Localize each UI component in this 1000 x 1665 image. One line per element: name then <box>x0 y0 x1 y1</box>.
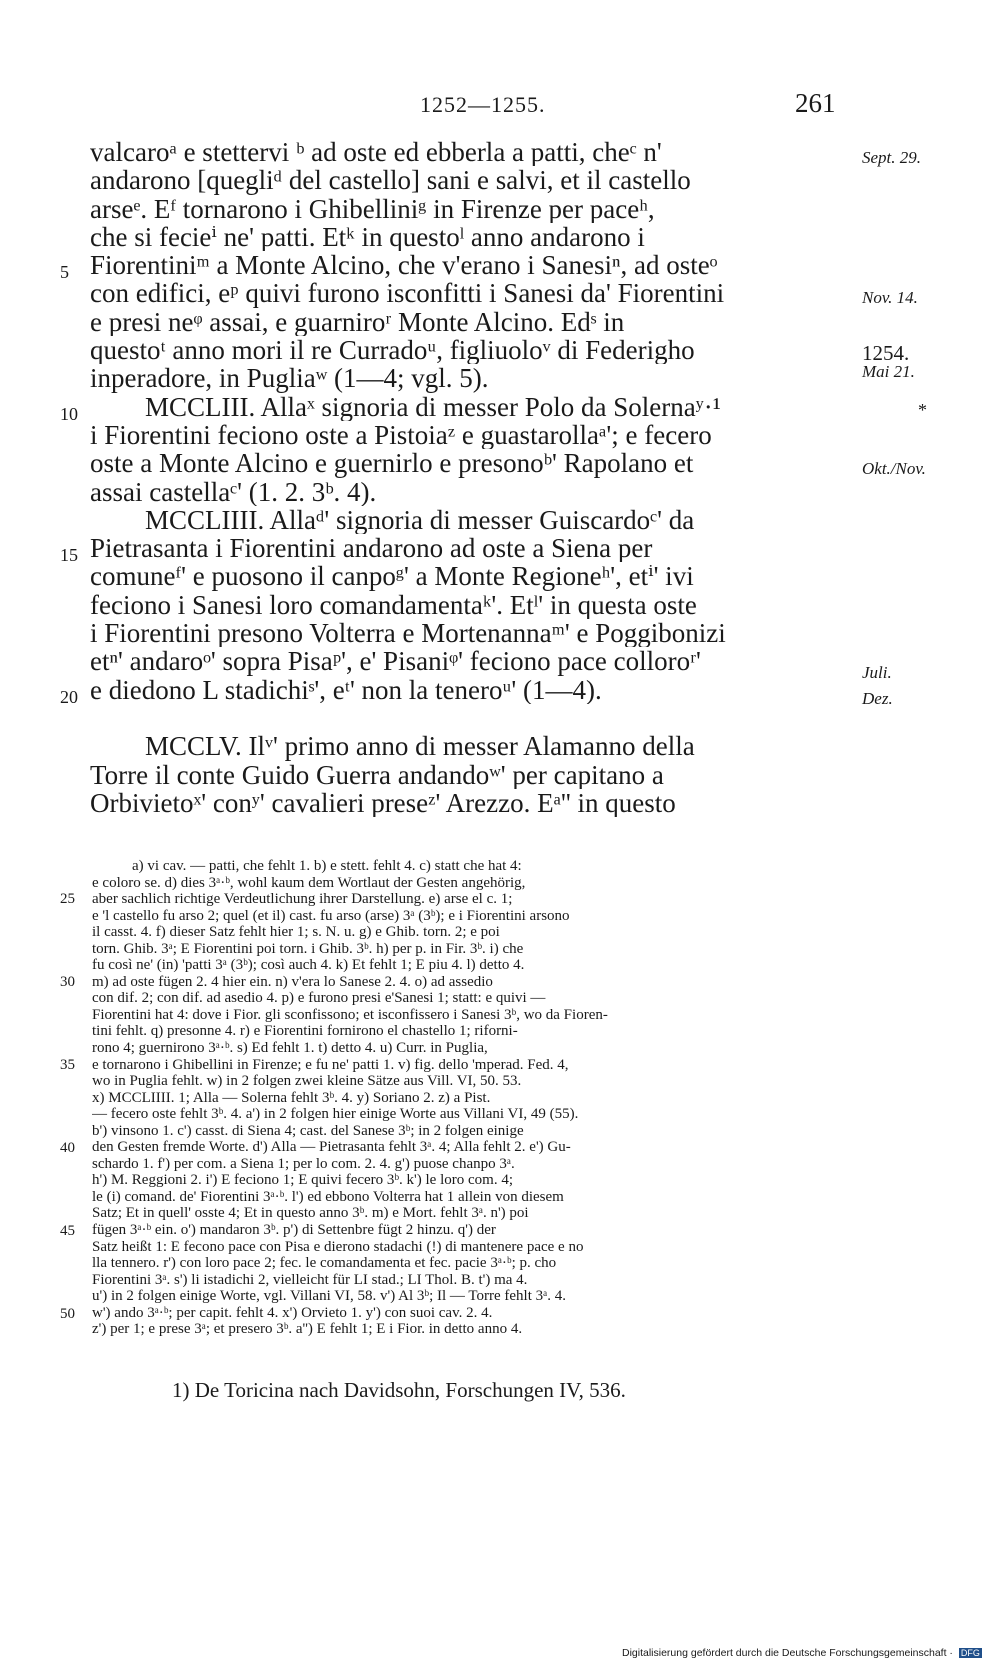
footnote-line: m) ad oste fügen 2. 4 hier ein. n) v'era lo Sanese 2. 4. o) ad assedio <box>92 973 493 990</box>
line-number: 35 <box>60 1057 75 1073</box>
side-note-date: Nov. 14. <box>862 288 918 307</box>
footnote-line: e 'l castello fu arso 2; quel (et il) cast. fu arso (arse) 3ᵃ (3ᵇ); e i Fiorentini arsono <box>92 907 570 924</box>
text-line: oste a Monte Alcino e guernirlo e presonoᵇ' Rapolano et <box>90 449 694 478</box>
line-number: 10 <box>60 404 78 424</box>
footnote-line: a) vi cav. — patti, che fehlt 1. b) e stett. fehlt 4. c) statt che hat 4: <box>132 858 522 874</box>
text-line: MCCLV. Ilᵛ' primo anno di messer Alamanno della <box>145 732 695 761</box>
side-note-date: Juli. <box>862 663 892 682</box>
side-note-date: Mai 21. <box>862 362 915 381</box>
text-line: MCCLIII. Allaˣ signoria di messer Polo da Solernaʸ·¹ <box>145 392 721 421</box>
footnote-line: h') M. Reggioni 2. i') E feciono 1; E quivi fecero 3ᵇ. k') le loro com. 4; <box>92 1172 513 1189</box>
footnote-line: le (i) comand. de' Fiorentini 3ᵃ·ᵇ. l') ed ebbono Volterra hat 1 allein von diesem <box>92 1188 564 1205</box>
footnote-line: x) MCCLIIII. 1; Alla — Solerna fehlt 3ᵇ. 4. y) Soriano 2. z) a Pist. <box>92 1089 491 1106</box>
text-line: comuneᶠ' e puosono il canpoᵍ' a Monte Regioneʰ', etⁱ' ivi <box>90 562 694 591</box>
footnote-line: w') ando 3ᵃ·ᵇ; per capit. fehlt 4. x') Orvieto 1. y') con suoi cav. 2. 4. <box>92 1304 493 1321</box>
credit-text: Digitalisierung gefördert durch die Deutsche Forschungsgemeinschaft · <box>622 1647 953 1659</box>
text-line: etⁿ' andaroᵒ' sopra Pisaᵖ', e' Pisaniᵠ' feciono pace colloroʳ' <box>90 647 701 676</box>
text-line: i Fiorentini presono Volterra e Mortenannaᵐ' e Poggibonizi <box>90 619 726 648</box>
footnote-line: fu così ne' (in) 'patti 3ᵃ (3ᵇ); così auch 4. k) Et fehlt 1; E piu 4. l) detto 4. <box>92 957 525 974</box>
footnote-line: u') in 2 folgen einige Worte, vgl. Villani VI, 58. v') Al 3ᵇ; Il — Torre fehlt 3ᵃ. 4. <box>92 1288 566 1305</box>
footnote-line: Fiorentini 3ᵃ. s') li istadichi 2, vielleicht für LI stad.; LI Thol. B. t') ma 4. <box>92 1271 528 1288</box>
critical-apparatus <box>92 858 862 1338</box>
text-line: inperadore, in Pugliaʷ (1—4; vgl. 5). <box>90 364 489 393</box>
text-line: Pietrasanta i Fiorentini andarono ad oste a Siena per <box>90 534 653 563</box>
footnote-line: — fecero oste fehlt 3ᵇ. 4. a') in 2 folgen hier einige Worte aus Villani VI, 49 (55). <box>92 1106 579 1123</box>
footnote-line: fügen 3ᵃ·ᵇ ein. o') mandaron 3ᵇ. p') di Settenbre fügt 2 hinzu. q') der <box>92 1222 496 1239</box>
footnote-line: Fiorentini hat 4: dove i Fior. gli sconfissono; et isconfissero i Sanesi 3ᵇ, wo da Fioren- <box>92 1006 608 1023</box>
text-line: e diedono L stadichiˢ', eᵗ' non la teneroᵘ' (1—4). <box>90 675 602 704</box>
page-year-range: 1252—1255. <box>420 92 546 117</box>
line-number: 5 <box>60 262 69 282</box>
text-line: che si fecieⁱ ne' patti. Etᵏ in questoˡ anno andarono i <box>90 222 645 252</box>
text-line: andarono [quegliᵈ del castello] sani e salvi, et il castello <box>90 166 691 195</box>
footnote-line: wo in Puglia fehlt. w) in 2 folgen zwei kleine Sätze aus Vill. VI, 50. 53. <box>92 1073 522 1090</box>
side-note-date: Okt./Nov. <box>862 459 926 478</box>
footnote-line: torn. Ghib. 3ᵃ; E Fiorentini poi torn. i Ghib. 3ᵇ. h) per p. in Fir. 3ᵇ. i) che <box>92 940 524 957</box>
footnote-line: il casst. 4. f) dieser Satz fehlt hier 1; s. N. u. g) e Ghib. torn. 2; e poi <box>92 924 500 941</box>
footnote-line: rono 4; guernirono 3ᵃ·ᵇ. s) Ed fehlt 1. t) detto 4. u) Curr. in Puglia, <box>92 1040 488 1057</box>
footnote-line: tini fehlt. q) presonne 4. r) e Fiorentini fornirono el chastello 1; riforni- <box>92 1023 518 1040</box>
footnote-line: e coloro se. d) dies 3ᵃ·ᵇ, wohl kaum dem Wortlaut der Gesten angehörig, <box>92 874 526 891</box>
line-number: 50 <box>60 1306 75 1322</box>
footnote-line: Satz heißt 1: E fecono pace con Pisa e dierono stadachi (!) di mantenere pace e no <box>92 1238 584 1255</box>
text-line: e presi neᵠ assai, e guarniroʳ Monte Alcino. Edˢ in <box>90 307 625 337</box>
footnote-line: e tornarono i Ghibellini in Firenze; e fu ne' patti 1. v) fig. dello 'mperad. Fed. 4, <box>92 1056 569 1073</box>
line-number: 45 <box>60 1223 75 1239</box>
line-number: 25 <box>60 891 75 907</box>
footnote-line: aber sachlich richtige Verdeutlichung ihrer Darstellung. e) arse el c. 1; <box>92 891 513 908</box>
side-note-date: Dez. <box>862 689 893 708</box>
footnote-line: den Gesten fremde Worte. d') Alla — Pietrasanta fehlt 3ᵃ. 4; Alla fehlt 2. e') Gu- <box>92 1139 571 1156</box>
text-line: Fiorentiniᵐ a Monte Alcino, che v'erano i Sanesiⁿ, ad osteᵒ <box>90 251 718 280</box>
footnote-line: lla tennero. r') con loro pace 2; fec. le comandamenta et fec. pacie 3ᵃ·ᵇ; p. cho <box>92 1255 557 1272</box>
text-line: assai castellaᶜ' (1. 2. 3ᵇ. 4). <box>90 477 377 506</box>
text-line: Orbivietoˣ' conʸ' cavalieri preseᶻ' Arezzo. Eᵃ'' in questo <box>90 788 676 818</box>
footnote-line: z') per 1; e prese 3ᵃ; et presero 3ᵇ. a'') E fehlt 1; E i Fior. in detto anno 4. <box>92 1321 523 1338</box>
line-number: 40 <box>60 1140 75 1156</box>
asterisk-mark: * <box>918 400 927 420</box>
text-line: arseᵉ. Eᶠ tornarono i Ghibelliniᵍ in Firenze per paceʰ, <box>90 194 655 223</box>
main-text <box>90 138 860 817</box>
text-line: i Fiorentini feciono oste a Pistoiaᶻ e guastarollaᵃ'; e fecero <box>90 420 712 450</box>
reference-note: 1) De Toricina nach Davidsohn, Forschungen IV, 536. <box>172 1378 626 1402</box>
footnote-line: con dif. 2; con dif. ad asedio 4. p) e furono presi e'Sanesi 1; statt: e quivi — <box>92 990 546 1007</box>
footnote-line: schardo 1. f') per com. a Siena 1; per lo com. 2. 4. g') puose chanpo 3ᵃ. <box>92 1155 515 1172</box>
dfg-logo: DFG <box>960 1648 980 1658</box>
text-line: questoᵗ anno mori il re Curradoᵘ, figliuoloᵛ di Federigho <box>90 336 695 365</box>
footnote-line: b') vinsono 1. c') casst. di Siena 4; cast. del Sanese 3ᵇ; in 2 folgen einige <box>92 1122 524 1139</box>
page-number: 261 <box>795 88 836 118</box>
line-number: 20 <box>60 687 78 707</box>
footnote-line: Satz; Et in quell' osste 4; Et in questo anno 3ᵇ. m) e Mort. fehlt 3ᵃ. n') poi <box>92 1205 529 1222</box>
text-line: valcaroᵃ e stettervi ᵇ ad oste ed ebberla a patti, cheᶜ n' <box>90 138 662 167</box>
text-line: feciono i Sanesi loro comandamentaᵏ'. Etˡ' in questa oste <box>90 590 697 620</box>
line-number: 15 <box>60 545 78 565</box>
digitization-credit <box>622 1647 982 1659</box>
line-number: 30 <box>60 974 75 990</box>
text-line: MCCLIIII. Allaᵈ' signoria di messer Guiscardoᶜ' da <box>145 505 695 535</box>
text-line: Torre il conte Guido Guerra andandoʷ' per capitano a <box>90 760 664 789</box>
blank-line <box>90 704 860 732</box>
side-note-date: Sept. 29. <box>862 148 922 167</box>
side-note-year: 1254. <box>862 341 910 365</box>
text-line: con edifici, eᵖ quivi furono isconfitti i Sanesi da' Fiorentini <box>90 279 725 308</box>
